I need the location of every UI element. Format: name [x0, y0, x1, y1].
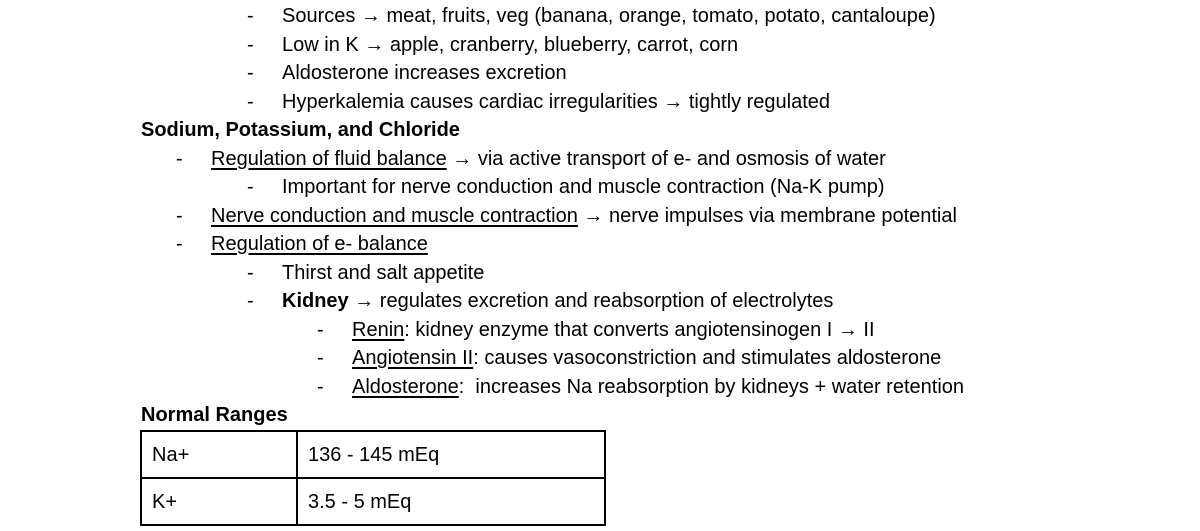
bullet-dash: -: [317, 376, 324, 398]
bullet-dash: -: [247, 262, 254, 284]
fluid-balance-term: Regulation of fluid balance: [211, 148, 447, 170]
bullet-dash: -: [247, 91, 254, 113]
kidney-term: Kidney: [282, 290, 349, 312]
bullet-dash: -: [247, 34, 254, 56]
table-row: [141, 478, 605, 525]
bullet-dash: -: [247, 5, 254, 27]
e-balance-line: [211, 232, 428, 256]
renin-desc: : kidney enzyme that converts angiotensinogen I → II: [404, 319, 875, 341]
aldosterone-desc: : increases Na reabsorption by kidneys + water retention: [458, 376, 965, 398]
fluid-balance-desc: → via active transport of e- and osmosis of water: [446, 148, 886, 170]
bullet-dash: -: [247, 176, 254, 198]
bullet-dash: -: [247, 62, 254, 84]
aldosterone-line: [352, 375, 964, 399]
e-balance-term: Regulation of e- balance: [211, 233, 428, 255]
range-cell: 3.5 - 5 mEq: [297, 478, 605, 525]
thirst-line: Thirst and salt appetite: [282, 262, 485, 284]
aldosterone-excretion-line: Aldosterone increases excretion: [282, 62, 567, 84]
nerve-conduction-term: Nerve conduction and muscle contraction: [211, 205, 578, 227]
bullet-dash: -: [176, 148, 183, 170]
section-heading-sodium: Sodium, Potassium, and Chloride: [141, 119, 460, 141]
ion-cell: Na+: [141, 431, 297, 478]
renin-term: Renin: [352, 319, 405, 341]
nerve-conduction-line: [211, 204, 957, 228]
normal-ranges-table: [140, 430, 606, 526]
bullet-dash: -: [176, 205, 183, 227]
nak-pump-line: Important for nerve conduction and muscle contraction (Na-K pump): [282, 176, 885, 198]
range-cell: 136 - 145 mEq: [297, 431, 605, 478]
bullet-dash: -: [317, 347, 324, 369]
angiotensin-desc: : causes vasoconstriction and stimulates aldosterone: [473, 347, 942, 369]
bullet-dash: -: [176, 233, 183, 255]
angiotensin-term: Angiotensin II: [352, 347, 474, 369]
angiotensin-line: [352, 346, 941, 370]
ion-cell: K+: [141, 478, 297, 525]
sources-line: Sources → meat, fruits, veg (banana, orange, tomato, potato, cantaloupe): [282, 5, 936, 27]
nerve-conduction-desc: → nerve impulses via membrane potential: [577, 205, 957, 227]
fluid-balance-line: [211, 147, 886, 171]
bullet-dash: -: [247, 290, 254, 312]
kidney-desc: → regulates excretion and reabsorption of electrolytes: [348, 290, 834, 312]
kidney-line: [282, 289, 833, 313]
renin-line: [352, 318, 875, 342]
bullet-dash: -: [317, 319, 324, 341]
section-heading-normal-ranges: Normal Ranges: [141, 404, 288, 426]
hyperkalemia-line: Hyperkalemia causes cardiac irregularities → tightly regulated: [282, 91, 831, 113]
aldosterone-term: Aldosterone: [352, 376, 459, 398]
low-k-line: Low in K → apple, cranberry, blueberry, carrot, corn: [282, 34, 739, 56]
table-row: [141, 431, 605, 478]
